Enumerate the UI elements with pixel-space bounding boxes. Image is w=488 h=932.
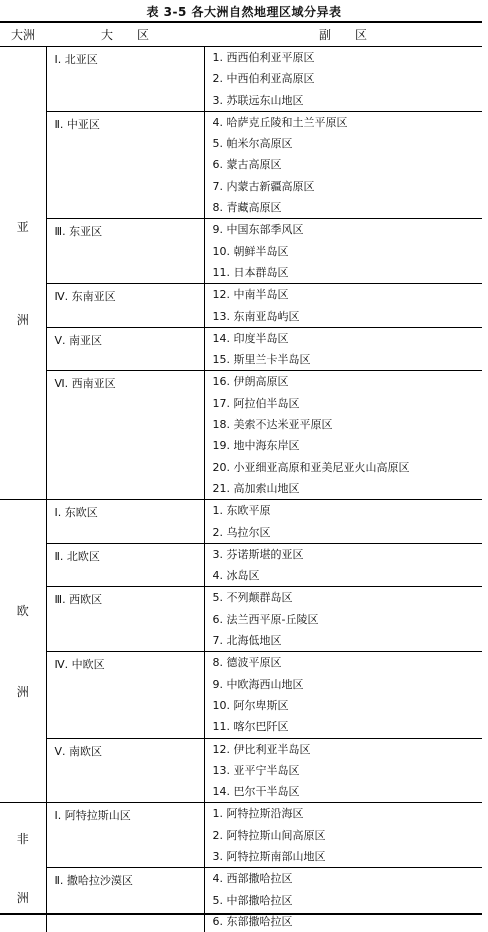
continent-cell [0, 500, 46, 803]
continent-label: 欧 [0, 602, 46, 619]
subregion-item: 19. 地中海东岸区 [213, 435, 483, 456]
subregion-item: 18. 美索不达米亚平原区 [213, 414, 483, 435]
continent-label: 亚 [0, 218, 46, 235]
region-cell: Ⅲ. 东亚区 [46, 219, 204, 284]
subregion-cell [204, 738, 482, 803]
regions-table [0, 21, 482, 932]
region-cell: Ⅳ. 中欧区 [46, 652, 204, 738]
subregion-cell [204, 47, 482, 112]
continent-label: 洲 [0, 683, 46, 700]
subregion-item: 4. 冰岛区 [213, 565, 483, 586]
region-cell: Ⅱ. 北欧区 [46, 543, 204, 587]
subregion-cell [204, 587, 482, 652]
subregion-item: 15. 斯里兰卡半岛区 [213, 349, 483, 370]
table-row [0, 327, 482, 371]
subregion-item: 2. 阿特拉斯山间高原区 [213, 825, 483, 846]
subregion-cell [204, 111, 482, 218]
subregion-item: 20. 小亚细亚高原和亚美尼亚火山高原区 [213, 457, 483, 478]
table-row [0, 219, 482, 284]
subregion-item: 2. 中西伯利亚高原区 [213, 68, 483, 89]
subregion-item: 12. 中南半岛区 [213, 284, 483, 305]
subregion-item: 9. 中欧海西山地区 [213, 674, 483, 695]
subregion-item: 6. 东部撒哈拉区 [213, 911, 483, 932]
subregion-item: 1. 东欧平原 [213, 500, 483, 521]
subregion-item: 6. 蒙古高原区 [213, 154, 483, 175]
table-body [0, 47, 482, 932]
subregion-item: 4. 哈萨克丘陵和土兰平原区 [213, 112, 483, 133]
subregion-item: 4. 西部撒哈拉区 [213, 868, 483, 889]
continent-cell [0, 47, 46, 500]
subregion-item: 5. 不列颠群岛区 [213, 587, 483, 608]
header-region: 大 区 [46, 22, 204, 47]
continent-label: 洲 [0, 889, 46, 906]
region-cell: Ⅴ. 南欧区 [46, 738, 204, 803]
subregion-item: 6. 法兰西平原-丘陵区 [213, 609, 483, 630]
subregion-item: 11. 喀尔巴阡区 [213, 716, 483, 737]
subregion-cell [204, 284, 482, 328]
table-row [0, 587, 482, 652]
continent-label: 非 [0, 830, 46, 847]
table-row [0, 47, 482, 112]
subregion-item: 10. 阿尔卑斯区 [213, 695, 483, 716]
subregion-item: 10. 朝鲜半岛区 [213, 241, 483, 262]
subregion-item: 7. 北海低地区 [213, 630, 483, 651]
subregion-item: 16. 伊朗高原区 [213, 371, 483, 392]
subregion-item: 3. 苏联远东山地区 [213, 90, 483, 111]
subregion-cell [204, 219, 482, 284]
subregion-cell [204, 868, 482, 932]
subregion-item: 9. 中国东部季风区 [213, 219, 483, 240]
subregion-item: 11. 日本群岛区 [213, 262, 483, 283]
region-cell: Ⅳ. 东南亚区 [46, 284, 204, 328]
subregion-item: 14. 巴尔干半岛区 [213, 781, 483, 802]
subregion-cell [204, 803, 482, 868]
subregion-cell [204, 543, 482, 587]
table-row [0, 371, 482, 500]
subregion-item: 8. 青藏高原区 [213, 197, 483, 218]
subregion-item: 21. 高加索山地区 [213, 478, 483, 499]
subregion-item: 5. 帕米尔高原区 [213, 133, 483, 154]
subregion-item: 3. 芬诺斯堪的亚区 [213, 544, 483, 565]
subregion-item: 3. 阿特拉斯南部山地区 [213, 846, 483, 867]
region-cell: Ⅰ. 东欧区 [46, 500, 204, 544]
region-cell: Ⅱ. 撒哈拉沙漠区 [46, 868, 204, 932]
subregion-item: 1. 西西伯利亚平原区 [213, 47, 483, 68]
subregion-item: 17. 阿拉伯半岛区 [213, 393, 483, 414]
continent-label: 洲 [0, 311, 46, 328]
table-row [0, 738, 482, 803]
table-row [0, 111, 482, 218]
subregion-item: 14. 印度半岛区 [213, 328, 483, 349]
region-cell: Ⅲ. 西欧区 [46, 587, 204, 652]
table-row [0, 284, 482, 328]
subregion-cell [204, 371, 482, 500]
subregion-item: 2. 乌拉尔区 [213, 522, 483, 543]
table-title: 表 3-5 各大洲自然地理区域分异表 [0, 3, 488, 20]
header-row [0, 22, 482, 47]
table-row [0, 868, 482, 932]
table-row [0, 803, 482, 868]
table-row [0, 652, 482, 738]
subregion-item: 8. 德波平原区 [213, 652, 483, 673]
subregion-item: 13. 亚平宁半岛区 [213, 760, 483, 781]
header-continent: 大洲 [0, 22, 46, 47]
subregion-item: 5. 中部撒哈拉区 [213, 890, 483, 911]
subregion-item: 13. 东南亚岛屿区 [213, 306, 483, 327]
subregion-cell [204, 327, 482, 371]
subregion-cell [204, 500, 482, 544]
table-row [0, 543, 482, 587]
subregion-item: 1. 阿特拉斯沿海区 [213, 803, 483, 824]
table-row [0, 500, 482, 544]
bottom-rule [0, 913, 482, 915]
region-cell: Ⅵ. 西南亚区 [46, 371, 204, 500]
header-subregion: 副 区 [204, 22, 482, 47]
subregion-cell [204, 652, 482, 738]
region-cell: Ⅰ. 北亚区 [46, 47, 204, 112]
region-cell: Ⅴ. 南亚区 [46, 327, 204, 371]
subregion-item: 12. 伊比利亚半岛区 [213, 739, 483, 760]
subregion-item: 7. 内蒙古新疆高原区 [213, 176, 483, 197]
region-cell: Ⅰ. 阿特拉斯山区 [46, 803, 204, 868]
region-cell: Ⅱ. 中亚区 [46, 111, 204, 218]
